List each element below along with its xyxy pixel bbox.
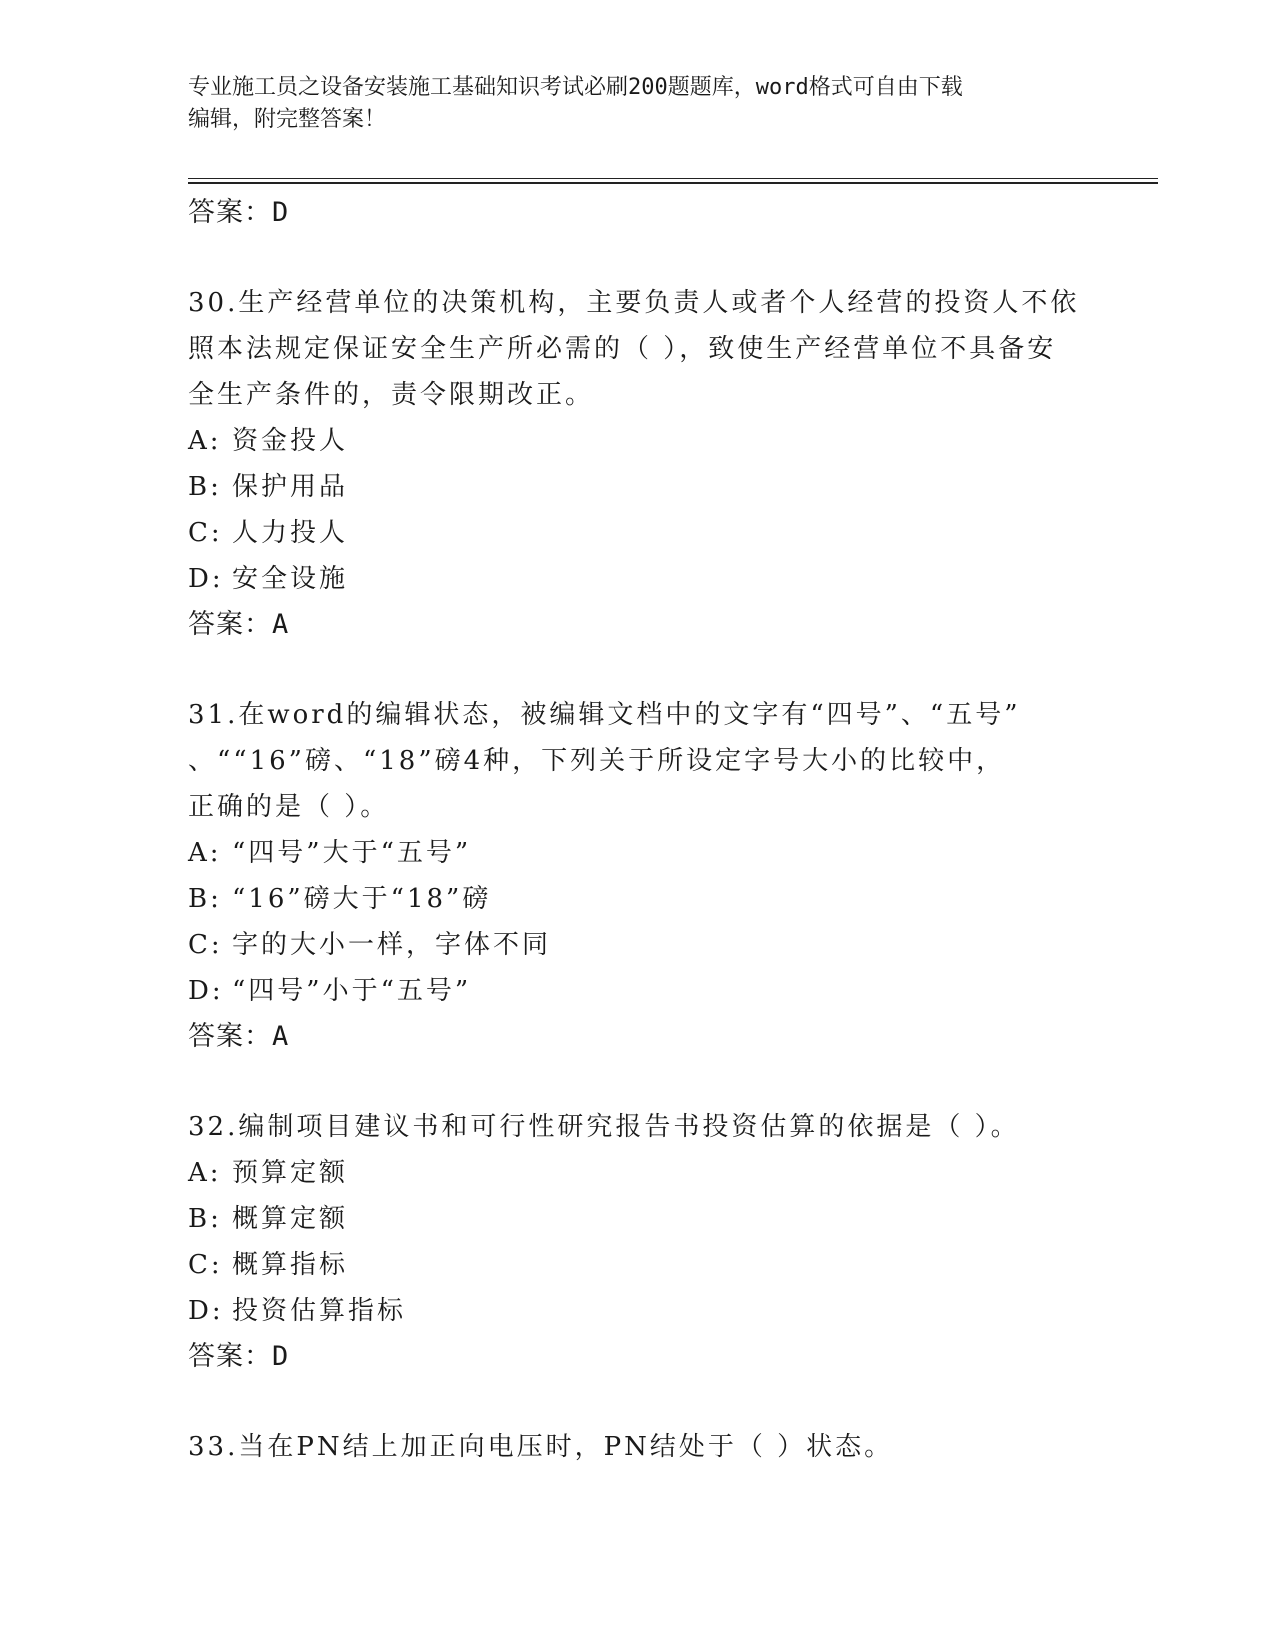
header-divider-thin — [188, 178, 1158, 179]
option-letter: A: — [188, 1158, 222, 1188]
question-line: 正确的是（ ）。 — [188, 792, 390, 822]
question-line: 全生产条件的，责令限期改正。 — [188, 380, 595, 410]
option-b — [188, 464, 1088, 510]
answer-label: 答案：D — [188, 197, 290, 228]
option-text: 概算定额 — [232, 1204, 349, 1234]
option-a — [188, 830, 1088, 876]
question-33 — [188, 1424, 1088, 1470]
option-letter: B: — [188, 472, 222, 502]
option-letter: C: — [188, 1250, 223, 1280]
option-d — [188, 556, 1088, 602]
option-letter: D: — [188, 1296, 224, 1326]
option-b — [188, 876, 1088, 922]
option-a — [188, 1150, 1088, 1196]
option-letter: D: — [188, 564, 224, 594]
option-d — [188, 1288, 1088, 1334]
option-d — [188, 968, 1088, 1014]
option-text: 概算指标 — [232, 1250, 349, 1280]
option-text: 预算定额 — [232, 1158, 349, 1188]
answer-label: 答案：A — [188, 1021, 290, 1052]
option-text: 投资估算指标 — [232, 1296, 407, 1326]
question-text — [188, 1424, 1088, 1470]
question-line: 照本法规定保证安全生产所必需的（ ），致使生产经营单位不具备安 — [188, 334, 1057, 364]
question-text — [188, 692, 1088, 830]
option-text: “四号”小于“五号” — [232, 976, 472, 1006]
option-letter: A: — [188, 426, 222, 456]
option-letter: B: — [188, 1204, 222, 1234]
option-letter: C: — [188, 930, 223, 960]
question-31 — [188, 692, 1088, 1060]
option-text: 资金投人 — [232, 426, 349, 456]
header-line-1: 专业施工员之设备安装施工基础知识考试必刷200题题库，word格式可自由下载 — [188, 75, 963, 100]
option-a — [188, 418, 1088, 464]
question-30 — [188, 280, 1088, 648]
option-letter: A: — [188, 838, 222, 868]
document-header — [188, 72, 1078, 136]
option-text: 字的大小一样，字体不同 — [232, 930, 552, 960]
option-c — [188, 1242, 1088, 1288]
question-line: 31.在word的编辑状态，被编辑文档中的文字有“四号”、“五号” — [188, 700, 1021, 730]
question-line: 30.生产经营单位的决策机构，主要负责人或者个人经营的投资人不依 — [188, 288, 1080, 318]
option-text: “16”磅大于“18”磅 — [232, 884, 492, 914]
option-c — [188, 510, 1088, 556]
option-c — [188, 922, 1088, 968]
answer-label: 答案：A — [188, 609, 290, 640]
document-body — [188, 190, 1088, 1470]
question-32 — [188, 1104, 1088, 1380]
answer-label: 答案：D — [188, 1341, 290, 1372]
option-text: 人力投人 — [232, 518, 349, 548]
option-text: 保护用品 — [232, 472, 349, 502]
question-text — [188, 280, 1088, 418]
option-b — [188, 1196, 1088, 1242]
question-line: 32.编制项目建议书和可行性研究报告书投资估算的依据是（ ）。 — [188, 1112, 1020, 1142]
option-text: 安全设施 — [232, 564, 349, 594]
question-text — [188, 1104, 1088, 1150]
option-letter: D: — [188, 976, 224, 1006]
header-line-2: 编辑，附完整答案！ — [188, 107, 387, 132]
question-line: 33.当在PN结上加正向电压时，PN结处于（ ）状态。 — [188, 1432, 894, 1462]
option-letter: B: — [188, 884, 222, 914]
option-text: “四号”大于“五号” — [232, 838, 472, 868]
header-divider-thick — [188, 182, 1158, 184]
option-letter: C: — [188, 518, 223, 548]
question-line: 、““16”磅、“18”磅4种，下列关于所设定字号大小的比较中， — [188, 746, 1006, 776]
